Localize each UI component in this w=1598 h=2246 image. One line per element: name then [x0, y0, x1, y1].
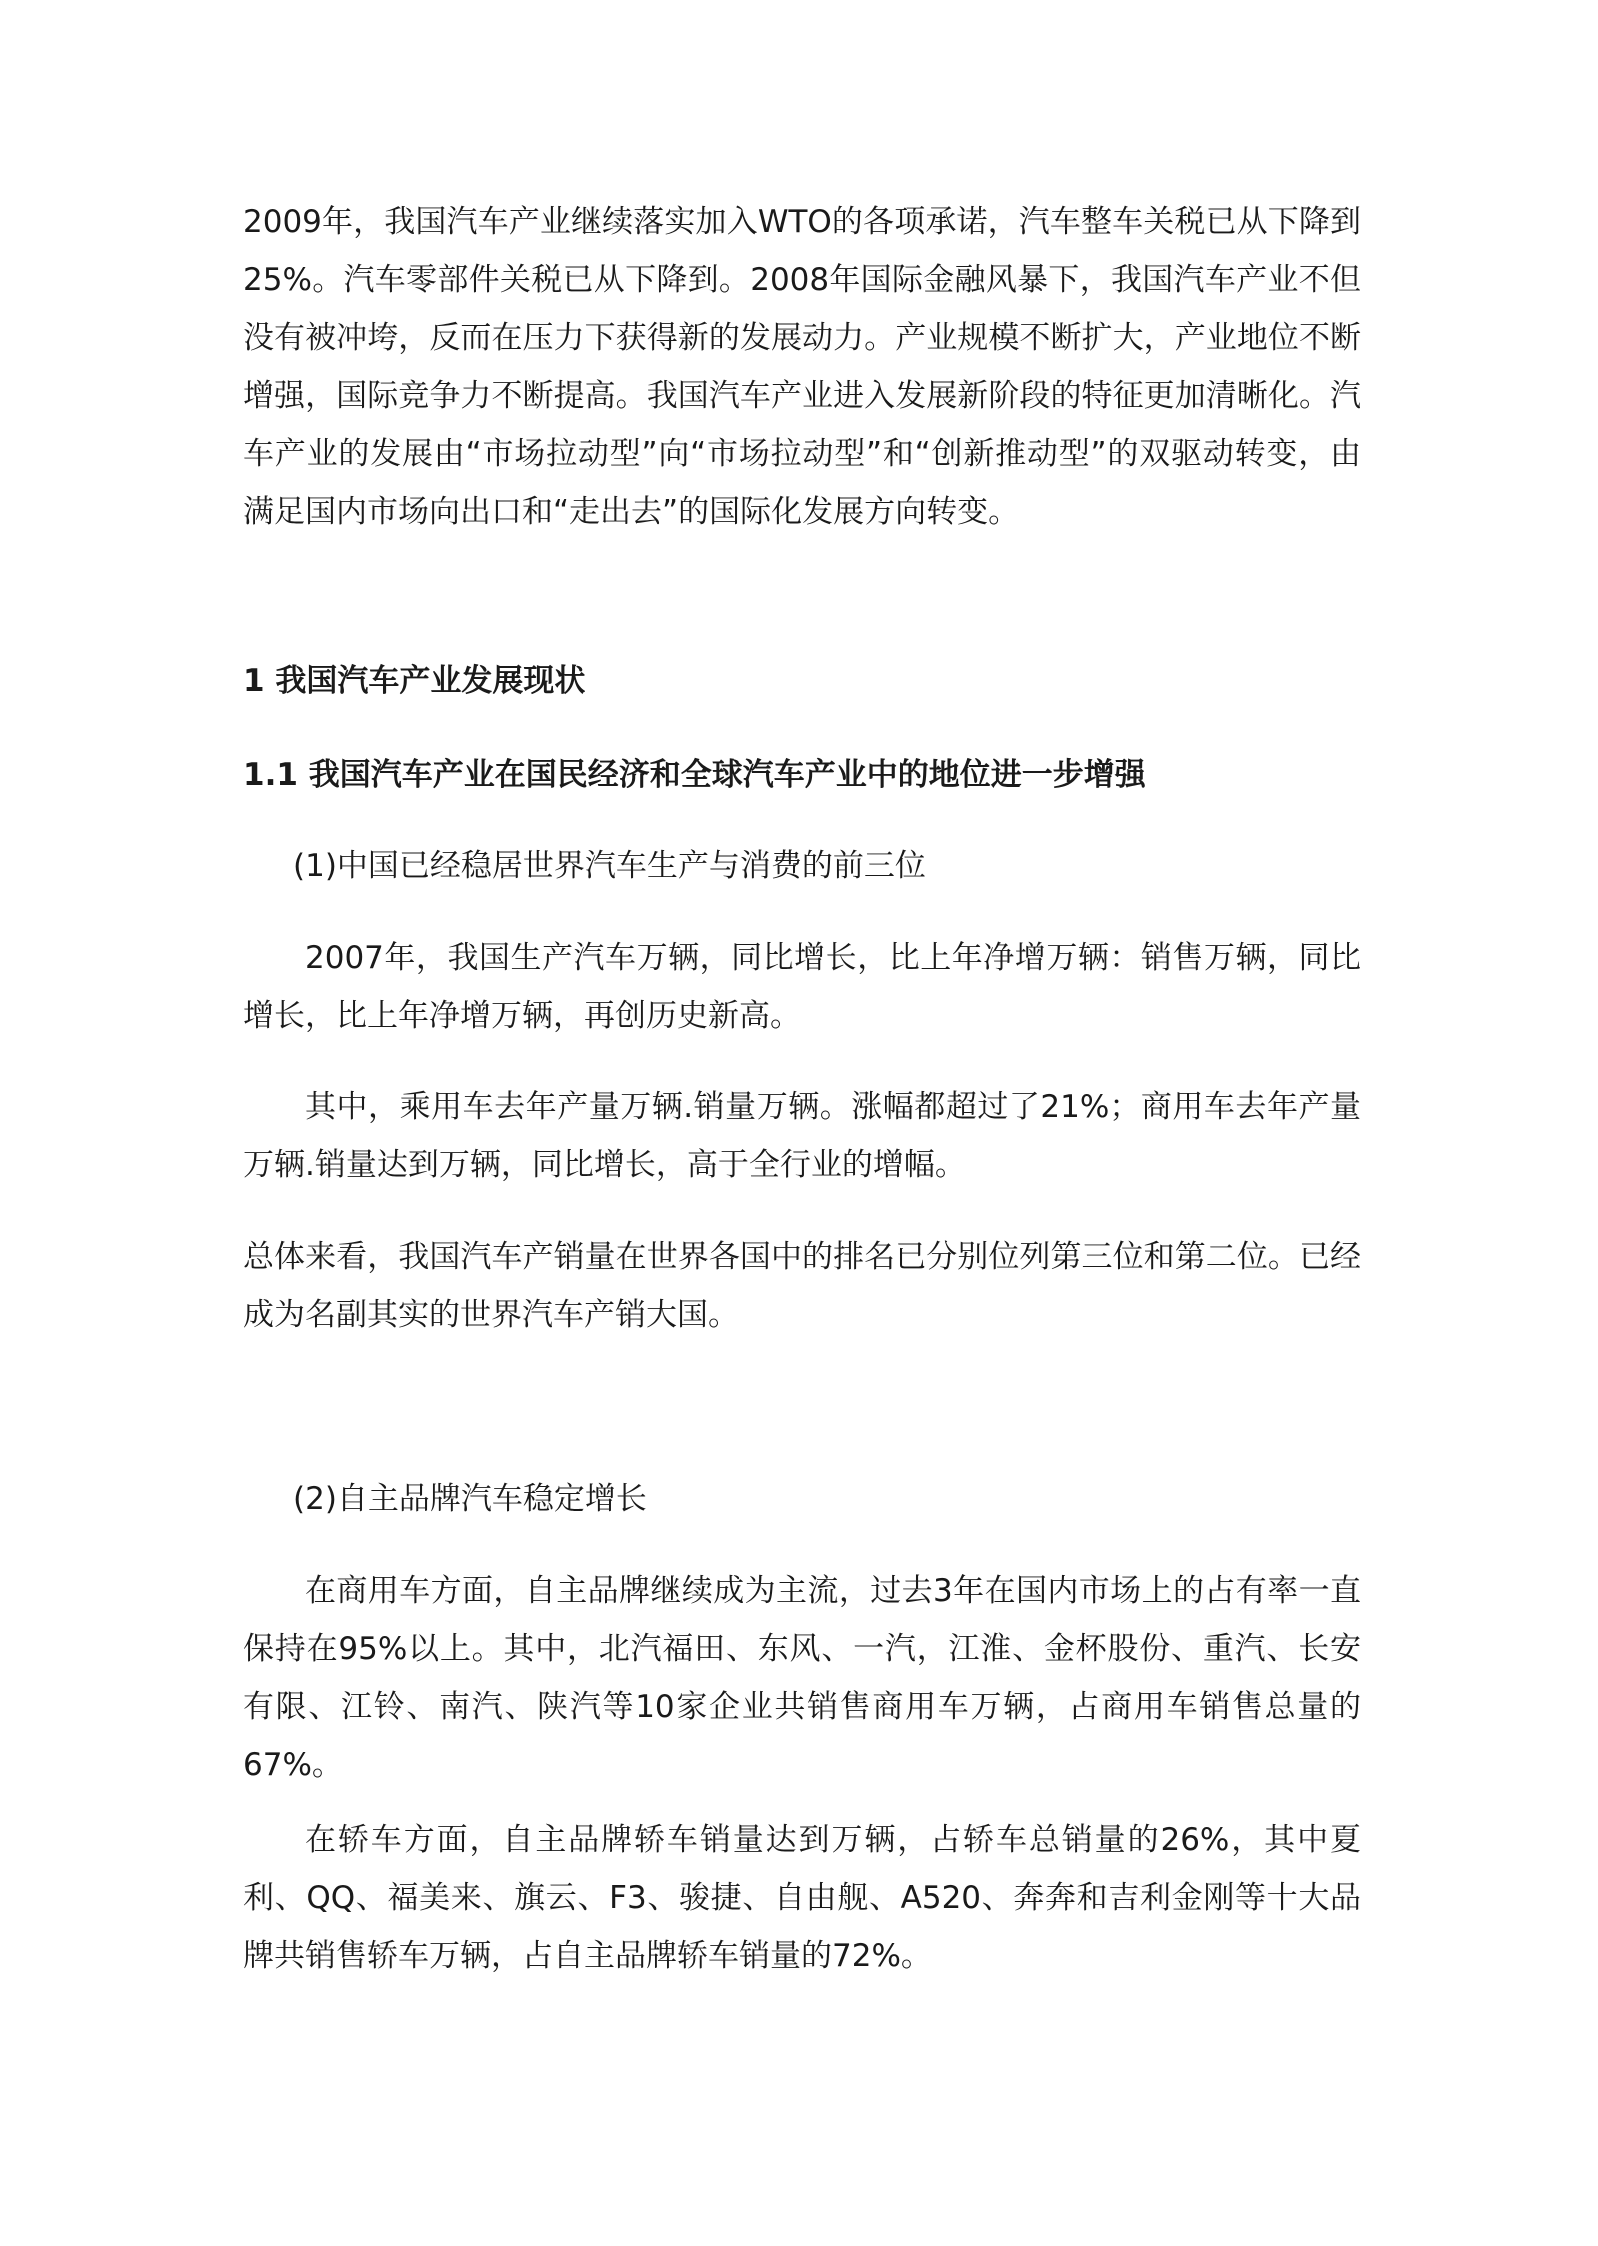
- point-2-paragraph-2: 在轿车方面，自主品牌轿车销量达到万辆，占轿车总销量的26%，其中夏利、QQ、福美来、旗云、F3、骏捷、自由舰、A520、奔奔和吉利金刚等十大品牌共销售轿车万辆，占自主品牌轿车销量的72%。: [243, 1822, 1361, 1974]
- intro-paragraph: 2009年，我国汽车产业继续落实加入WTO的各项承诺，汽车整车关税已从下降到25%。汽车零部件关税已从下降到。2008年国际金融风暴下，我国汽车产业不但没有被冲垮，反而在压力下获得新的发展动力。产业规模不断扩大，产业地位不断增强，国际竞争力不断提高。我国汽车产业进入发展新阶段的特征更加清晰化。汽车产业的发展由“市场拉动型”向“市场拉动型”和“创新推动型”的双驱动转变，由满足国内市场向出口和“走出去”的国际化发展方向转变。: [243, 204, 1361, 530]
- point-1-paragraph-1: 2007年，我国生产汽车万辆，同比增长，比上年净增万辆：销售万辆，同比增长，比上年净增万辆，再创历史新高。: [243, 940, 1361, 1034]
- subsection-heading: 1.1 我国汽车产业在国民经济和全球汽车产业中的地位进一步增强: [243, 757, 1146, 793]
- section-heading: 1 我国汽车产业发展现状: [243, 663, 586, 699]
- point-1-paragraph-2: 其中，乘用车去年产量万辆.销量万辆。涨幅都超过了21%；商用车去年产量万辆.销量达到万辆，同比增长，高于全行业的增幅。: [243, 1089, 1361, 1183]
- point-1-paragraph-3: 总体来看，我国汽车产销量在世界各国中的排名已分别位列第三位和第二位。已经成为名副其实的世界汽车产销大国。: [243, 1239, 1361, 1333]
- point-2-title: (2)自主品牌汽车稳定增长: [293, 1481, 647, 1517]
- point-2-paragraph-1: 在商用车方面，自主品牌继续成为主流，过去3年在国内市场上的占有率一直保持在95%以上。其中，北汽福田、东风、一汽，江淮、金杯股份、重汽、长安有限、江铃、南汽、陕汽等10家企业共销售商用车万辆，占商用车销售总量的67%。: [243, 1573, 1361, 1783]
- point-1-title: (1)中国已经稳居世界汽车生产与消费的前三位: [293, 848, 926, 884]
